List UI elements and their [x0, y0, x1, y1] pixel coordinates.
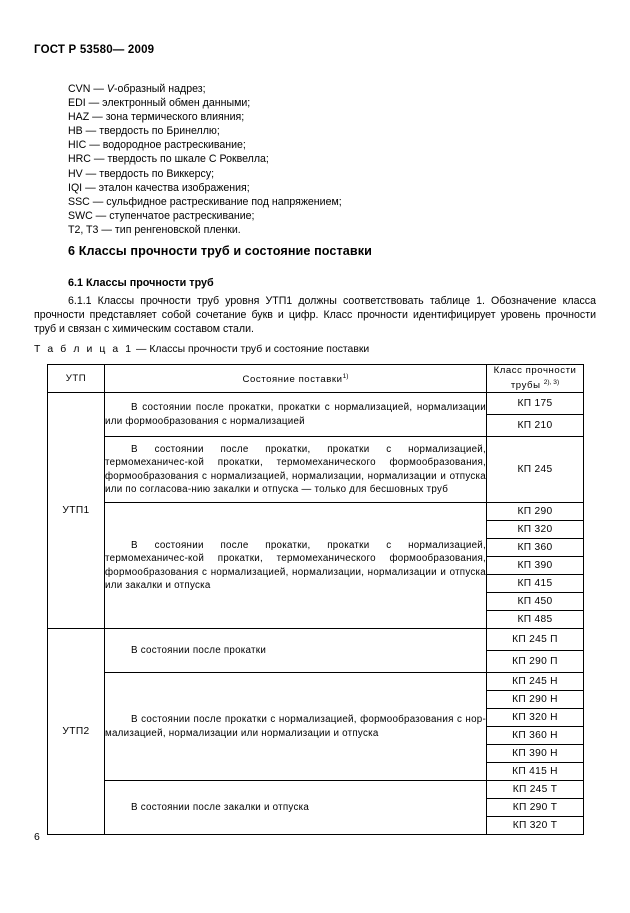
- table-caption-text: — Классы прочности труб и состояние поставки: [133, 344, 370, 355]
- table-body: [48, 393, 584, 835]
- abbreviation-term: CVN: [68, 83, 91, 95]
- abbreviation-term: HAZ: [68, 111, 90, 124]
- delivery-state-cell: В состоянии после прокатки с нормализацией, формообразования с нор-мализацией, нормализации или нормализации и отпуска: [105, 673, 487, 781]
- abbreviation-dash: —: [101, 223, 112, 236]
- strength-classes-table: [47, 364, 584, 835]
- abbreviation-term: IQI: [68, 181, 83, 194]
- abbreviation-item: [68, 124, 568, 138]
- abbreviation-term: HV: [68, 167, 83, 180]
- abbreviation-item: [68, 96, 568, 110]
- delivery-state-cell: В состоянии после прокатки, прокатки с нормализацией, термомеханичес-кой прокатки, термомеханического формообразования, формообразования с нормализацией, нормализации, нормализации и отпуска или по согласова-нию закалки и отпуска — только для бесшовных труб: [105, 437, 487, 503]
- strength-class-cell: КП 415 Н: [487, 763, 584, 781]
- table-row: [48, 503, 584, 521]
- utp-level-cell: УТП1: [48, 393, 105, 629]
- strength-class-cell: КП 320 Н: [487, 709, 584, 727]
- document-standard-id: ГОСТ Р 53580— 2009: [34, 44, 155, 56]
- abbreviation-dash: —: [89, 139, 100, 152]
- abbreviation-item: [68, 167, 568, 181]
- abbreviation-item: [68, 110, 568, 124]
- abbreviation-definition: сульфидное растрескивание под напряжением;: [106, 195, 342, 208]
- abbreviation-dash: —: [92, 195, 104, 208]
- page-number: 6: [34, 832, 40, 843]
- section-paragraph: 6.1.1 Классы прочности труб уровня УТП1 должны соответствовать таблице 1. Обозначение класса прочности представляет собой сочетание букв и цифр. Класс прочности идентифицирует уровень прочности труб и связан с химическим составом стали.: [34, 295, 596, 336]
- strength-class-cell: КП 390 Н: [487, 745, 584, 763]
- abbreviation-dash: —: [88, 97, 100, 110]
- abbreviation-item: [68, 209, 568, 223]
- abbreviation-dash: —: [92, 111, 103, 124]
- abbreviation-term: SWC: [68, 209, 93, 222]
- delivery-state-cell: В состоянии после прокатки: [105, 629, 487, 673]
- abbreviation-definition: зона термического влияния;: [105, 111, 245, 124]
- abbreviation-definition: -образный надрез;: [113, 83, 206, 95]
- column-header-class: [487, 365, 584, 393]
- column-header-class-footnote-ref: 2), 3): [543, 379, 560, 386]
- column-header-class-text2: трубы: [510, 380, 541, 392]
- abbreviation-item: [68, 82, 568, 96]
- table-caption-label: Т а б л и ц а 1: [34, 344, 134, 355]
- strength-class-cell: КП 290: [487, 503, 584, 521]
- table-header: [48, 365, 584, 393]
- column-header-state: [105, 365, 487, 393]
- abbreviation-dash: —: [85, 125, 97, 138]
- table-row: [48, 393, 584, 415]
- strength-class-cell: КП 360: [487, 539, 584, 557]
- strength-class-cell: КП 390: [487, 557, 584, 575]
- strength-class-cell: КП 245 Н: [487, 673, 584, 691]
- abbreviation-item: [68, 152, 568, 166]
- abbreviation-definition: ступенчатое растрескивание;: [109, 209, 255, 222]
- column-header-utp: УТП: [48, 365, 105, 393]
- delivery-state-cell: В состоянии после прокатки, прокатки с нормализацией, нормализации или формообразования с нормализацией: [105, 393, 487, 437]
- subsection-heading: 6.1 Классы прочности труб: [68, 277, 214, 289]
- table-caption: [34, 344, 369, 355]
- abbreviation-item: [68, 138, 568, 152]
- strength-class-cell: КП 245: [487, 437, 584, 503]
- strength-class-cell: КП 210: [487, 415, 584, 437]
- abbreviation-dash: —: [85, 167, 97, 180]
- abbreviation-definition-emphasis: V: [106, 83, 114, 95]
- table-row: [48, 781, 584, 799]
- strength-class-cell: КП 360 Н: [487, 727, 584, 745]
- abbreviation-term: T2, T3: [68, 223, 99, 236]
- table-header-row: [48, 365, 584, 393]
- abbreviation-term: SSC: [68, 195, 90, 208]
- strength-class-cell: КП 415: [487, 575, 584, 593]
- column-header-state-footnote-ref: 1): [342, 373, 349, 380]
- column-header-class-text: Класс прочности: [493, 365, 577, 376]
- abbreviations-list: [68, 82, 568, 237]
- abbreviation-definition: эталон качества изображения;: [98, 181, 250, 194]
- abbreviation-term: EDI: [68, 97, 86, 110]
- strength-class-cell: КП 485: [487, 611, 584, 629]
- table-row: [48, 629, 584, 651]
- strength-class-cell: КП 320 Т: [487, 817, 584, 835]
- abbreviation-definition: твердость по шкале С Роквелла;: [107, 153, 269, 166]
- abbreviation-item: [68, 195, 568, 209]
- abbreviation-term: HB: [68, 125, 83, 138]
- abbreviation-definition: твердость по Виккерсу;: [99, 167, 215, 180]
- abbreviation-dash: —: [93, 153, 105, 166]
- table-row: [48, 437, 584, 503]
- abbreviation-item: [68, 223, 568, 237]
- abbreviation-definition: электронный обмен данными;: [102, 97, 251, 110]
- strength-class-cell: КП 245 Т: [487, 781, 584, 799]
- abbreviation-term: HIC: [68, 139, 87, 152]
- abbreviation-definition: водородное растрескивание;: [102, 139, 246, 152]
- delivery-state-cell: В состоянии после закалки и отпуска: [105, 781, 487, 835]
- abbreviation-definition: твердость по Бринеллю;: [99, 125, 220, 138]
- strength-class-cell: КП 450: [487, 593, 584, 611]
- abbreviation-term: HRC: [68, 153, 91, 166]
- section-heading: 6 Классы прочности труб и состояние поставки: [68, 244, 372, 258]
- abbreviation-dash: —: [85, 181, 96, 194]
- strength-class-cell: КП 175: [487, 393, 584, 415]
- abbreviation-definition: тип ренгеновской пленки.: [114, 223, 241, 236]
- utp-level-cell: УТП2: [48, 629, 105, 835]
- strength-class-cell: КП 290 П: [487, 651, 584, 673]
- column-header-state-text: Состояние поставки: [242, 374, 343, 386]
- abbreviation-item: [68, 181, 568, 195]
- strength-class-cell: КП 245 П: [487, 629, 584, 651]
- table-row: [48, 673, 584, 691]
- abbreviation-dash: —: [93, 83, 104, 95]
- strength-class-cell: КП 320: [487, 521, 584, 539]
- strength-class-cell: КП 290 Т: [487, 799, 584, 817]
- strength-class-cell: КП 290 Н: [487, 691, 584, 709]
- abbreviation-dash: —: [95, 209, 107, 222]
- delivery-state-cell: В состоянии после прокатки, прокатки с нормализацией, термомеханичес-кой прокатки, термомеханического формообразования, формообразования с нормализацией, нормализации, нормализации и отпуска или закалки и отпуска: [105, 503, 487, 629]
